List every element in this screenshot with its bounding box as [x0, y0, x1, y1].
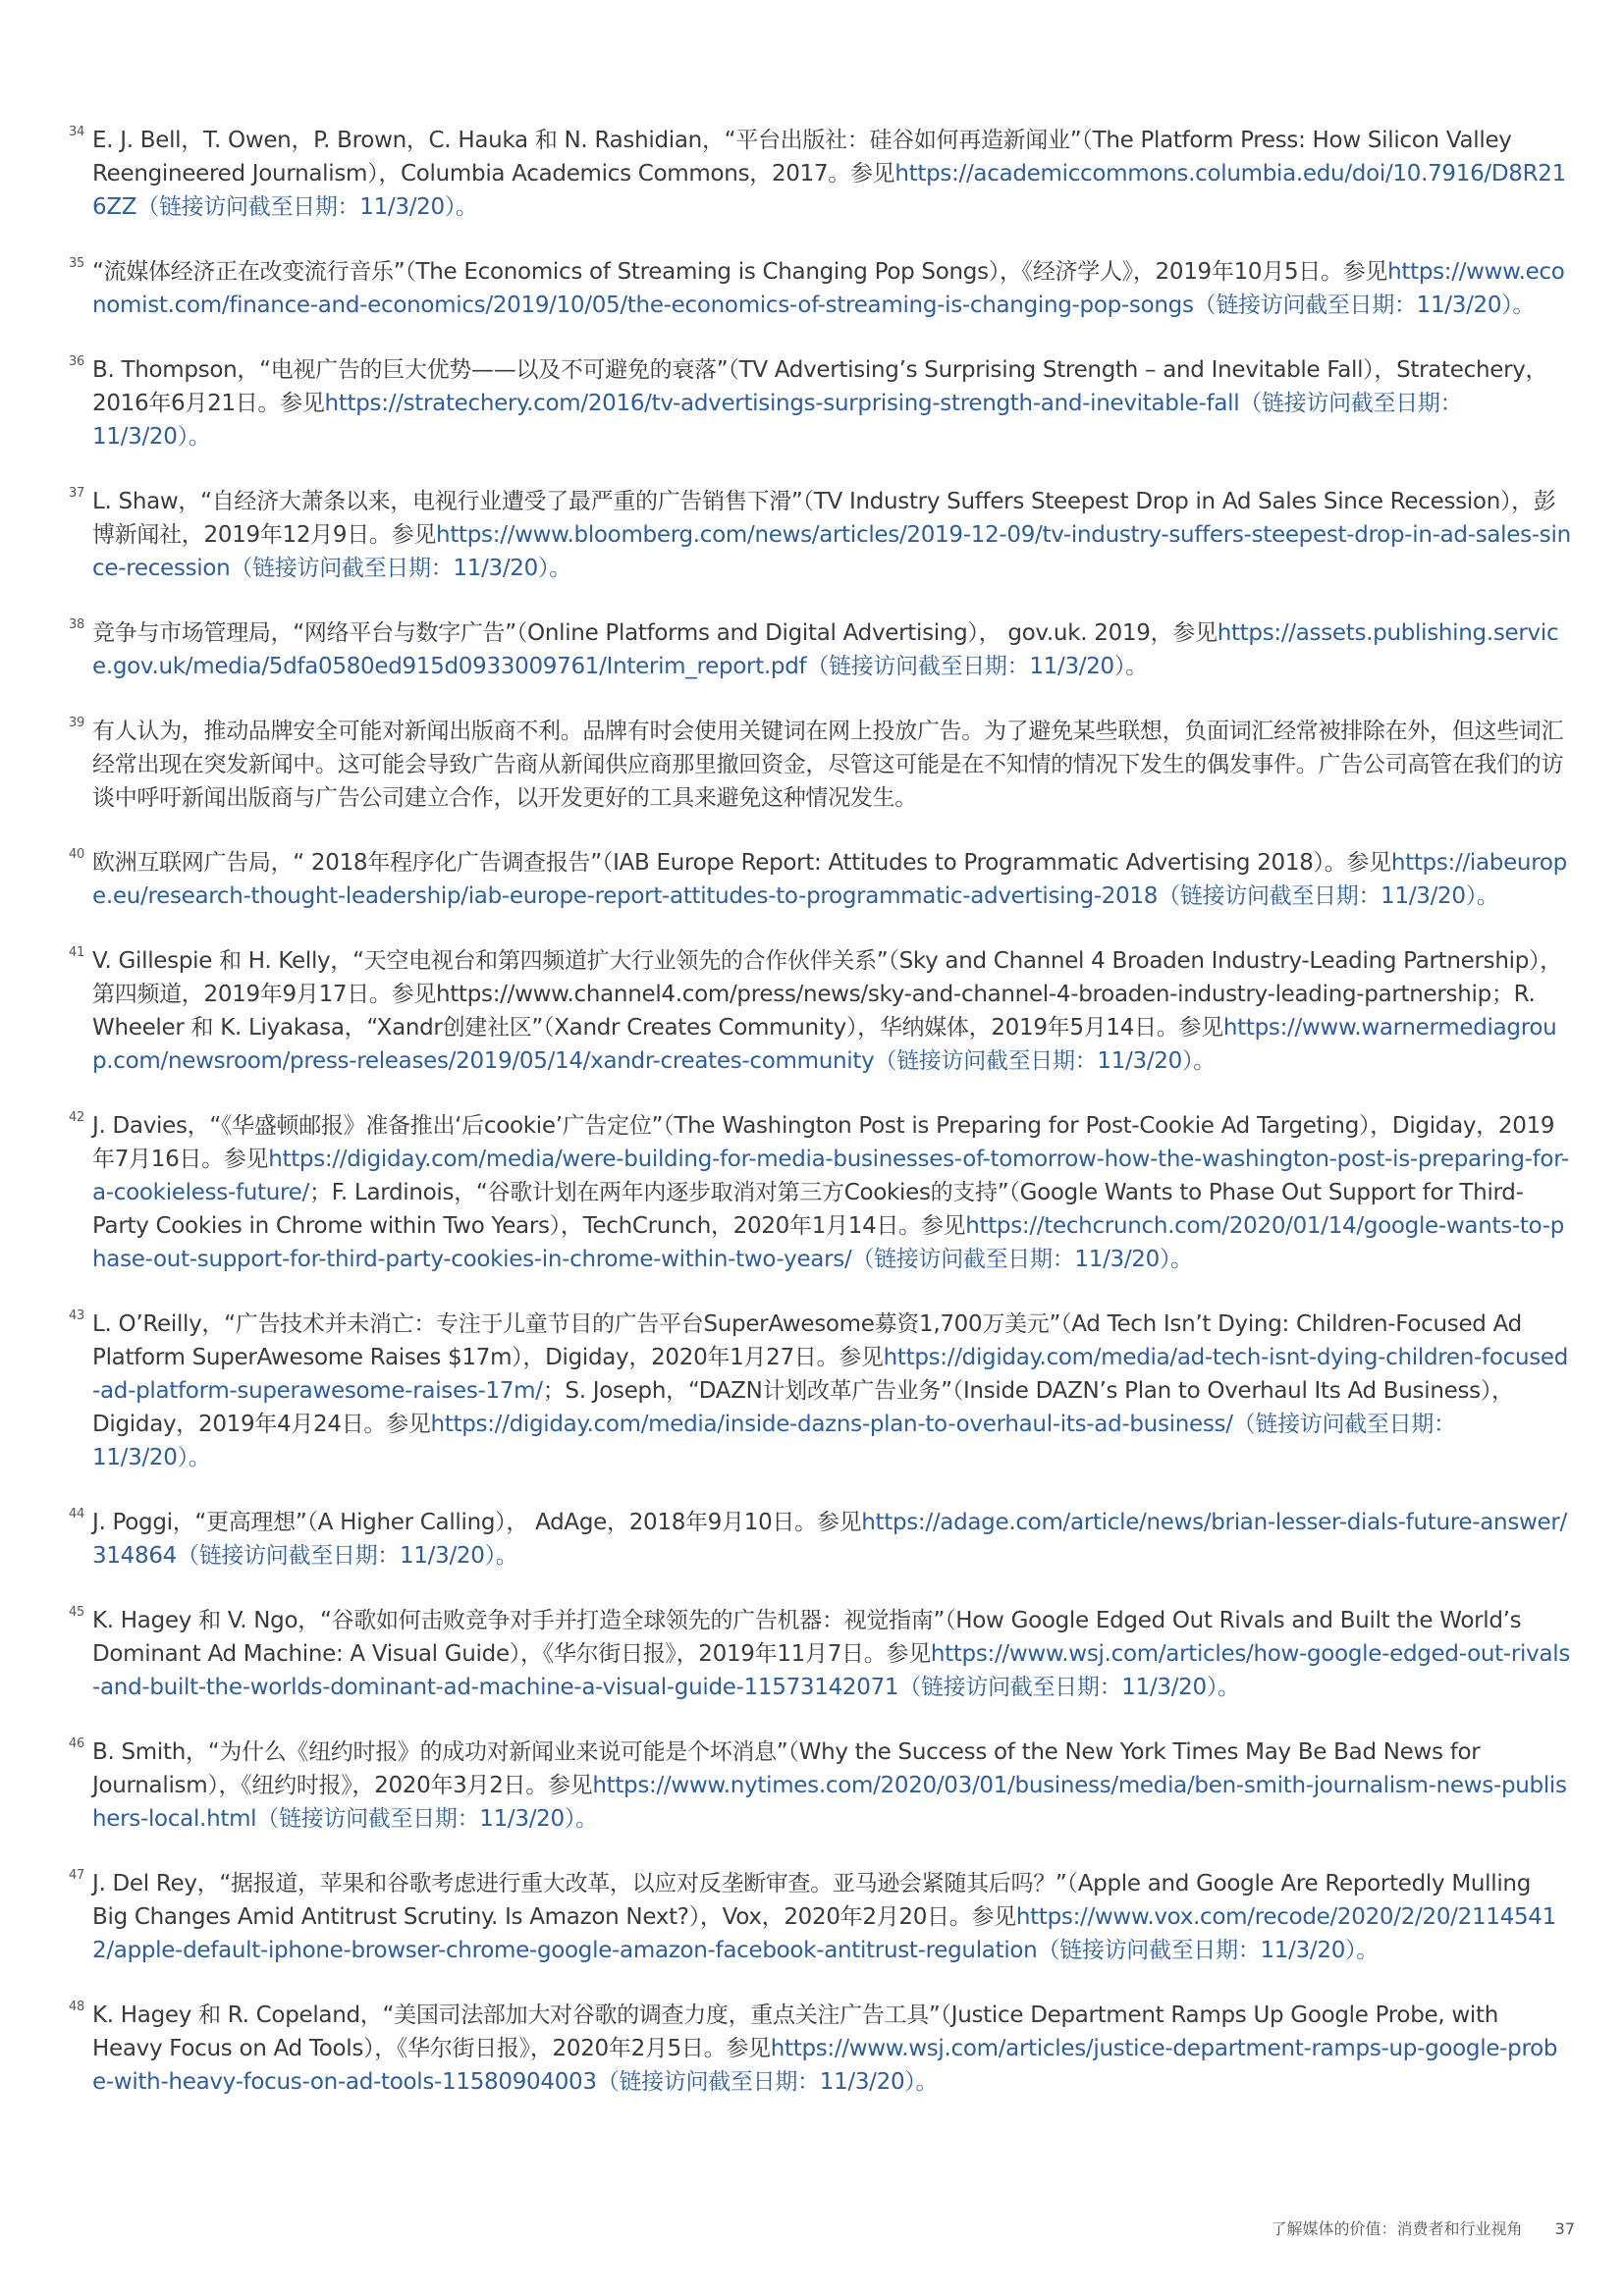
footnote-41 — [69, 944, 1571, 1078]
footnote-link[interactable]: https://www.wsj.com/articles/justice-department-ramps-up-google-probe-with-heavy-focus-on-ad-tools-11580904003 — [92, 2036, 1558, 2095]
footnote-text: V. Gillespie 和 H. Kelly，“天空电视台和第四频道扩大行业领先的合作伙伴关系”（Sky and Channel 4 Broaden Industry-Leading Partnership），第四频道，2019年9月17日。参见https://www.channel4.com/press/news/sky-and-channel-4-broaden-industry-leading-partnership；R. Wheeler 和 K. Liyakasa，“Xandr创建社区”（Xandr Creates Community），华纳媒体，2019年5月14日。参见 — [92, 948, 1562, 1041]
footnote-text: J. Del Rey，“据报道，苹果和谷歌考虑进行重大改革，以应对反垄断审查。亚马逊会紧随其后吗？”（Apple and Google Are Reportedly Mulling Big Changes Amid Antitrust Scrutiny. Is Amazon Next?），Vox，2020年2月20日。参见 — [92, 1871, 1532, 1930]
footnote-43 — [69, 1308, 1571, 1474]
access-date-note: （链接访问截至日期：11/3/20）。 — [596, 2069, 939, 2095]
footnote-link-2[interactable]: https://digiday.com/media/inside-dazns-plan-to-overhaul-its-ad-business/ — [430, 1412, 1233, 1437]
footnote-number: 45 — [69, 1605, 84, 1620]
footnote-text: L. Shaw，“自经济大萧条以来，电视行业遭受了最严重的广告销售下滑”（TV Industry Suffers Steepest Drop in Ad Sales Since Recession），彭博新闻社，2019年12月9日。参见 — [92, 489, 1556, 548]
access-date-note: （链接访问截至日期：11/3/20）。 — [806, 654, 1148, 679]
footnote-36 — [69, 353, 1571, 454]
footnote-47 — [69, 1867, 1571, 1967]
footnote-text: K. Hagey 和 V. Ngo，“谷歌如何击败竞争对手并打造全球领先的广告机器：视觉指南”（How Google Edged Out Rivals and Built the World’s Dominant Ad Machine: A Visual Guide），《华尔街日报》，2019年11月7日。参见 — [92, 1608, 1522, 1667]
footnote-44 — [69, 1506, 1571, 1573]
page-footer — [1272, 2216, 1575, 2239]
footnote-text: E. J. Bell，T. Owen，P. Brown，C. Hauka 和 N. Rashidian，“平台出版社：硅谷如何再造新闻业”（The Platform Press: How Silicon Valley Reengineered Journalism），Columbia Academics Commons，2017。参见 — [92, 128, 1512, 187]
access-date-note: （链接访问截至日期：11/3/20）。 — [1193, 293, 1536, 318]
access-date-note: （链接访问截至日期：11/3/20）。 — [851, 1247, 1193, 1272]
footnote-link[interactable]: https://www.nytimes.com/2020/03/01/business/media/ben-smith-journalism-news-publishers-local.html — [92, 1773, 1567, 1832]
footnote-38 — [69, 616, 1571, 683]
access-date-note: （链接访问截至日期：11/3/20）。 — [898, 1675, 1240, 1700]
footnote-link[interactable]: https://www.wsj.com/articles/how-google-edged-out-rivals-and-built-the-worlds-dominant-ad-machine-a-visual-guide-11573142071 — [92, 1641, 1571, 1700]
footnote-text-continued: ；F. Lardinois，“谷歌计划在两年内逐步取消对第三方Cookies的支持”（Google Wants to Phase Out Support for Third-Party Cookies in Chrome within Two Years），TechCrunch，2020年1月14日。参见 — [92, 1180, 1524, 1239]
footnote-number: 47 — [69, 1868, 84, 1883]
footnote-text: K. Hagey 和 R. Copeland，“美国司法部加大对谷歌的调查力度，重点关注广告工具”（Justice Department Ramps Up Google Probe, with Heavy Focus on Ad Tools），《华尔街日报》，2020年2月5日。参见 — [92, 2002, 1498, 2061]
access-date-note: （链接访问截至日期：11/3/20）。 — [136, 194, 478, 220]
footnote-link[interactable]: https://academiccommons.columbia.edu/doi/10.7916/D8R216ZZ — [92, 161, 1566, 220]
footnote-link[interactable]: https://stratechery.com/2016/tv-advertisings-surprising-strength-and-inevitable-fall — [324, 391, 1240, 416]
footnote-number: 40 — [69, 847, 84, 862]
footnotes-list — [69, 124, 1571, 2130]
access-date-note: （链接访问截至日期：11/3/20）。 — [92, 1412, 1456, 1470]
footnote-number: 44 — [69, 1507, 84, 1522]
access-date-note: （链接访问截至日期：11/3/20）。 — [230, 556, 571, 581]
footnote-text: B. Thompson，“电视广告的巨大优势——以及不可避免的衰落”（TV Advertising’s Surprising Strength – and Inevitable Fall），Stratechery，2016年6月21日。参见 — [92, 357, 1548, 416]
access-date-note: （链接访问截至日期：11/3/20）。 — [1037, 1938, 1379, 1963]
footnote-text: J. Poggi，“更高理想”（A Higher Calling）， AdAge，2018年9月10日。参见 — [92, 1510, 862, 1535]
footnote-link[interactable]: https://www.economist.com/finance-and-economics/2019/10/05/the-economics-of-streaming-is-changing-pop-songs — [92, 259, 1565, 318]
footnote-number: 41 — [69, 945, 84, 960]
footnote-text-continued: ；S. Joseph，“DAZN计划改革广告业务”（Inside DAZN’s Plan to Overhaul Its Ad Business），Digiday，2019年4月24日。参见 — [92, 1378, 1514, 1437]
access-date-note: （链接访问截至日期：11/3/20）。 — [256, 1806, 598, 1832]
footnote-link[interactable]: https://adage.com/article/news/brian-lesser-dials-future-answer/314864 — [92, 1510, 1567, 1569]
footnote-link[interactable]: https://www.bloomberg.com/news/articles/2019-12-09/tv-industry-suffers-steepest-drop-in-ad-sales-since-recession — [92, 522, 1571, 581]
footnote-34 — [69, 124, 1571, 224]
footnote-number: 38 — [69, 617, 84, 632]
footnote-39 — [69, 715, 1571, 815]
footnote-link-2[interactable]: https://techcrunch.com/2020/01/14/google-wants-to-phase-out-support-for-third-party-cookies-in-chrome-within-two-years/ — [92, 1213, 1565, 1272]
access-date-note: （链接访问截至日期：11/3/20）。 — [92, 391, 1463, 450]
footnote-35 — [69, 255, 1571, 322]
footnote-number: 42 — [69, 1110, 84, 1125]
footnote-text: J. Davies，“《华盛顿邮报》准备推出‘后cookie’广告定位”（The Washington Post is Preparing for Post-Cookie Ad Targeting），Digiday，2019年7月16日。参见 — [92, 1113, 1555, 1172]
access-date-note: （链接访问截至日期：11/3/20）。 — [177, 1543, 518, 1569]
footnote-link[interactable]: https://digiday.com/media/were-building-for-media-businesses-of-tomorrow-how-the-washington-post-is-preparing-for-a-cookieless-future/ — [92, 1147, 1569, 1205]
footnote-number: 37 — [69, 486, 84, 501]
footnote-number: 46 — [69, 1736, 84, 1751]
footnote-link[interactable]: https://www.vox.com/recode/2020/2/20/21145412/apple-default-iphone-browser-chrome-google-amazon-facebook-antitrust-regulation — [92, 1904, 1556, 1963]
footnote-link[interactable]: https://iabeurope.eu/research-thought-leadership/iab-europe-report-attitudes-to-programmatic-advertising-2018 — [92, 850, 1567, 909]
footnote-37 — [69, 485, 1571, 585]
footnote-text: B. Smith，“为什么《纽约时报》的成功对新闻业来说可能是个坏消息”（Why the Success of the New York Times May Be Bad News for Journalism），《纽约时报》，2020年3月2日。参见 — [92, 1739, 1481, 1798]
footnote-number: 48 — [69, 2000, 84, 2014]
footnote-number: 34 — [69, 125, 84, 139]
footnote-42 — [69, 1109, 1571, 1276]
footnote-link[interactable]: https://digiday.com/media/ad-tech-isnt-dying-children-focused-ad-platform-superawesome-raises-17m/ — [92, 1345, 1569, 1404]
footnote-number: 39 — [69, 716, 84, 730]
footnote-number: 43 — [69, 1308, 84, 1323]
footnote-number: 35 — [69, 256, 84, 271]
access-date-note: （链接访问截至日期：11/3/20）。 — [874, 1048, 1216, 1074]
footnote-number: 36 — [69, 354, 84, 369]
access-date-note: （链接访问截至日期：11/3/20）。 — [1158, 883, 1499, 909]
footnote-text: 有人认为，推动品牌安全可能对新闻出版商不利。品牌有时会使用关键词在网上投放广告。为了避免某些联想，负面词汇经常被排除在外，但这些词汇经常出现在突发新闻中。这可能会导致广告商从新闻供应商那里撤回资金，尽管这可能是在不知情的情况下发生的偶发事件。广告公司高管在我们的访谈中呼吁新闻出版商与广告公司建立合作，以开发更好的工具来避免这种情况发生。 — [92, 719, 1564, 811]
footnote-40 — [69, 846, 1571, 913]
footnote-46 — [69, 1735, 1571, 1836]
footer-title: 了解媒体的价值：消费者和行业视角 — [1271, 2219, 1523, 2238]
page-number: 37 — [1554, 2219, 1575, 2238]
footnote-text: L. O’Reilly，“广告技术并未消亡：专注于儿童节目的广告平台SuperAwesome募资1,700万美元”（Ad Tech Isn’t Dying: Children-Focused Ad Platform SuperAwesome Raises $17m），Digiday，2020年1月27日。参见 — [92, 1311, 1522, 1370]
footnote-text: 竞争与市场管理局，“网络平台与数字广告”（Online Platforms and Digital Advertising）， gov.uk. 2019，参见 — [92, 620, 1218, 646]
footnote-text: 欧洲互联网广告局，“ 2018年程序化广告调查报告”（IAB Europe Report: Attitudes to Programmatic Advertising 2018）。参见 — [92, 850, 1391, 876]
footnote-link[interactable]: https://assets.publishing.service.gov.uk/media/5dfa0580ed915d0933009761/Interim_report.pdf — [92, 620, 1559, 679]
footnote-link[interactable]: https://www.warnermediagroup.com/newsroom/press-releases/2019/05/14/xandr-creates-community — [92, 1015, 1557, 1074]
footnote-text: “流媒体经济正在改变流行音乐”（The Economics of Streaming is Changing Pop Songs），《经济学人》，2019年10月5日。参见 — [92, 259, 1388, 285]
footnote-48 — [69, 1999, 1571, 2099]
footnote-45 — [69, 1604, 1571, 1704]
